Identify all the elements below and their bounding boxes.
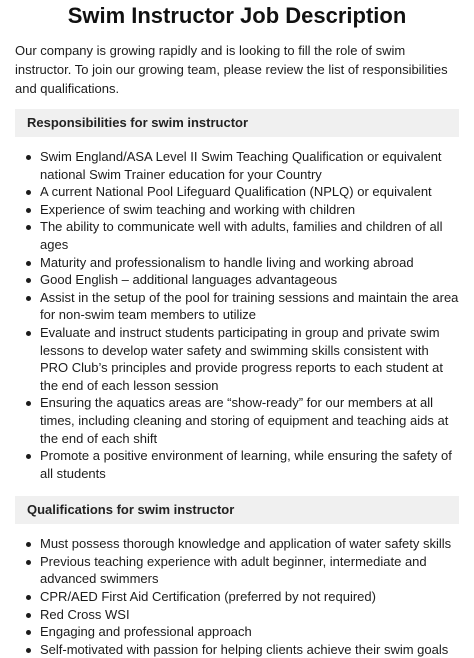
bullet-icon [26, 278, 31, 283]
bullet-icon [26, 155, 31, 160]
list-item [15, 394, 459, 447]
bullet-icon [26, 630, 31, 635]
bullet-icon [26, 331, 31, 336]
list-item [15, 623, 459, 641]
list-item-text: Evaluate and instruct students participating in group and private swim lessons to develop water safety and swimming skills consistent with PRO Club’s principles and provide progress reports to each student at the end of each lesson session [40, 324, 443, 393]
list-item [15, 271, 459, 289]
list-item [15, 218, 459, 253]
list-item-text: Engaging and professional approach [40, 624, 252, 640]
list-item-text: Self-motivated with passion for helping clients achieve their swim goals [40, 641, 449, 657]
bullet-icon [26, 454, 31, 459]
bullet-icon [26, 613, 31, 618]
list-item-text: Experience of swim teaching and working with children [40, 201, 356, 217]
page-title: Swim Instructor Job Description [67, 3, 407, 28]
list-item-text: Good English – additional languages advantageous [40, 272, 338, 288]
intro-paragraph: Our company is growing rapidly and is looking to fill the role of swim instructor. To join our growing team, please review the list of responsibilities and qualifications. [15, 43, 448, 96]
bullet-icon [26, 225, 31, 230]
qualifications-heading: Qualifications for swim instructor [15, 496, 459, 524]
list-item [15, 183, 459, 201]
list-item-text: The ability to communicate well with adults, families and children of all ages [40, 219, 443, 252]
list-item-text: Must possess thorough knowledge and application of water safety skills [40, 536, 452, 552]
bullet-icon [26, 542, 31, 547]
list-item [15, 324, 459, 394]
list-item [15, 553, 459, 588]
bullet-icon [26, 648, 31, 653]
list-item-text: Previous teaching experience with adult beginner, intermediate and advanced swimmers [40, 553, 427, 587]
bullet-icon [26, 208, 31, 213]
list-item-text: Maturity and professionalism to handle living and working abroad [40, 254, 414, 270]
list-item-text: Red Cross WSI [40, 606, 130, 622]
list-item [15, 148, 459, 183]
list-item-text: Assist in the setup of the pool for training sessions and maintain the area for non-swim team members to utilize [40, 289, 459, 323]
list-item-text: Swim England/ASA Level II Swim Teaching Qualification or equivalent national Swim Trainer education for your Country [40, 149, 442, 182]
list-item [15, 641, 459, 658]
bullet-icon [26, 401, 31, 406]
list-item [15, 606, 459, 624]
list-item [15, 535, 459, 553]
bullet-icon [26, 261, 31, 266]
bullet-icon [26, 296, 31, 301]
responsibilities-heading: Responsibilities for swim instructor [15, 109, 459, 137]
bullet-icon [26, 560, 31, 565]
list-item [15, 289, 459, 324]
bullet-icon [26, 190, 31, 195]
list-item [15, 254, 459, 272]
list-item-text: Promote a positive environment of learning, while ensuring the safety of all students [40, 448, 452, 481]
list-item [15, 447, 459, 482]
bullet-icon [26, 595, 31, 600]
responsibilities-list [15, 148, 459, 482]
list-item [15, 201, 459, 219]
list-item [15, 588, 459, 606]
qualifications-list [15, 535, 459, 658]
list-item-text: A current National Pool Lifeguard Qualification (NPLQ) or equivalent [40, 184, 432, 200]
list-item-text: Ensuring the aquatics areas are “show-ready” for our members at all times, including cleaning and storing of equipment and teaching aids at the end of each shift [40, 395, 449, 446]
list-item-text: CPR/AED First Aid Certification (preferred by not required) [40, 589, 376, 605]
